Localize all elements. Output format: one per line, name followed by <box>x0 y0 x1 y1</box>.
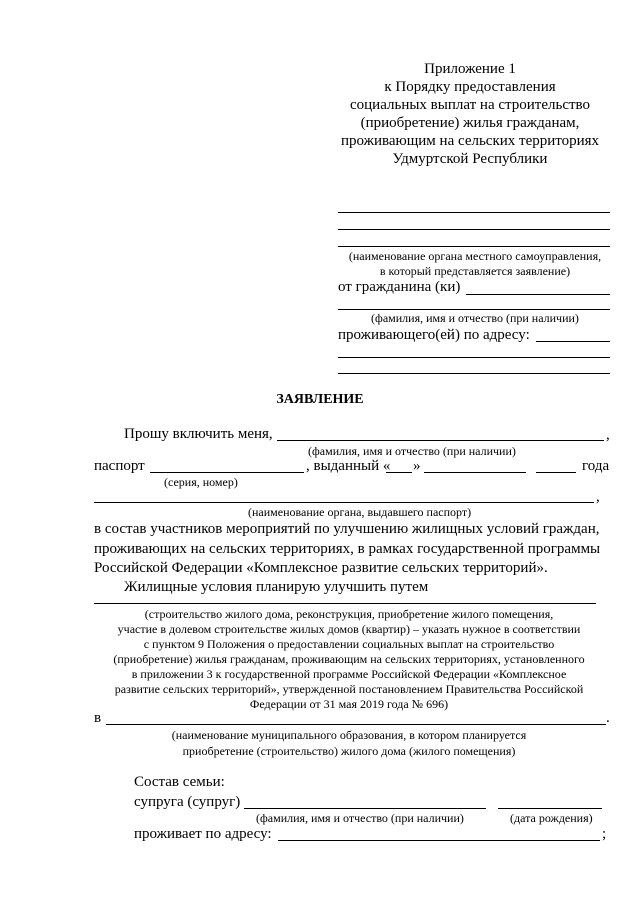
issued-label: , выданный « <box>306 458 391 474</box>
spouse-label: супруга (супруг) <box>134 794 241 810</box>
address-line-2 <box>338 357 610 358</box>
citizen-name-line-2 <box>338 309 610 310</box>
address-line-1 <box>536 341 610 342</box>
authority-hint-2: в который представляется заявление) <box>379 264 571 278</box>
from-citizen-label: от гражданина (ки) <box>338 279 461 295</box>
passport-number-line <box>150 472 304 473</box>
spouse-fio-hint: (фамилия, имя и отчество (при наличии) <box>256 811 464 825</box>
issuer-line <box>94 502 594 503</box>
issue-year-line <box>536 472 576 473</box>
issuer-hint: (наименование органа, выдавшего паспорт) <box>248 505 472 519</box>
issue-month-line <box>424 472 526 473</box>
method-hint-5: в приложении 3 к государственной программе Российской Федерации «Комплексное <box>131 667 567 681</box>
method-hint-7: Федерации от 31 мая 2019 года № 696) <box>249 697 449 711</box>
applicant-name-line <box>277 440 604 441</box>
method-hint-3: с пунктом 9 Положения о предоставлении социальных выплат на строительство <box>143 637 555 651</box>
address-line-3 <box>338 373 610 374</box>
authority-line-3 <box>338 246 610 247</box>
citizen-fio-hint: (фамилия, имя и отчество (при наличии) <box>371 311 579 325</box>
paragraph-line-3: Российской Федерации «Комплексное развитие сельских территорий». <box>94 560 548 576</box>
request-label: Прошу включить меня, <box>124 426 273 442</box>
municipality-hint-2: приобретение (строительство) жилого дома (жилого помещения) <box>182 744 516 758</box>
passport-label: паспорт <box>94 458 145 474</box>
appendix-line-5: проживающим на сельских территориях <box>340 133 600 149</box>
issue-day-line <box>386 472 412 473</box>
applicant-fio-hint: (фамилия, имя и отчество (при наличии) <box>308 444 516 458</box>
method-hint-6: развитие сельских территорий», утвержденной постановлением Правительства Российской <box>114 682 584 696</box>
paragraph-line-1: в состав участников мероприятий по улучшению жилищных условий граждан, <box>94 521 600 537</box>
authority-line-1 <box>338 212 610 213</box>
citizen-name-line <box>466 294 610 295</box>
in-label: в <box>94 710 102 726</box>
method-hint-4: (приобретение) жилья гражданам, проживающим на сельских территориях, установленного <box>113 652 585 666</box>
appendix-line-1: Приложение 1 <box>424 61 516 77</box>
appendix-line-4: (приобретение) жилья гражданам, <box>360 115 580 131</box>
spouse-address-line <box>278 840 600 841</box>
semicolon: ; <box>602 826 607 842</box>
birth-date-hint: (дата рождения) <box>510 811 593 825</box>
municipality-line <box>106 724 606 725</box>
year-label: года <box>582 458 610 474</box>
improve-label: Жилищные условия планирую улучшить путем <box>124 579 429 595</box>
appendix-line-2: к Порядку предоставления <box>384 79 556 95</box>
address-label: проживающего(ей) по адресу: <box>338 327 530 343</box>
quote-close: » <box>413 458 421 474</box>
appendix-line-3: социальных выплат на строительство <box>349 97 591 113</box>
spouse-address-label: проживает по адресу: <box>134 826 272 842</box>
method-hint-1: (строительство жилого дома, реконструкция, приобретение жилого помещения, <box>144 607 554 621</box>
paragraph-line-2: проживающих на сельских территориях, в рамках государственной программы <box>94 541 601 557</box>
period: . <box>606 710 610 726</box>
comma: , <box>606 427 610 443</box>
authority-hint-1: (наименование органа местного самоуправления, <box>348 249 602 263</box>
improvement-method-line <box>94 603 596 604</box>
municipality-hint-1: (наименование муниципального образования, в котором планируется <box>171 728 527 742</box>
method-hint-2: участие в долевом строительстве жилых домов (квартир) – указать нужное в соответствии <box>117 622 581 636</box>
issuer-comma: , <box>596 489 600 505</box>
series-hint: (серия, номер) <box>164 475 238 489</box>
spouse-name-line <box>244 808 486 809</box>
spouse-birthdate-line <box>498 808 602 809</box>
family-header: Состав семьи: <box>134 774 225 790</box>
document-title: ЗАЯВЛЕНИЕ <box>276 392 364 407</box>
appendix-line-6: Удмуртской Республики <box>392 151 548 167</box>
authority-line-2 <box>338 229 610 230</box>
